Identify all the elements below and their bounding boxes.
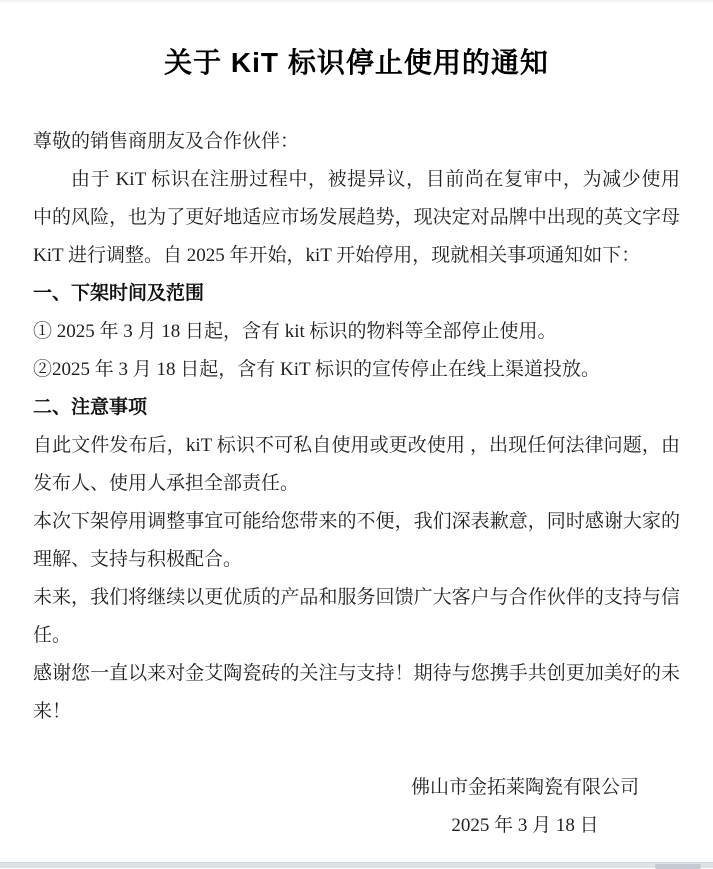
notice-document [33,2,680,845]
bottom-scrollbar-thumb[interactable] [655,864,701,869]
section1-item-2: ②2025 年 3 月 18 日起，含有 KiT 标识的宣传停止在线上渠道投放。 [33,359,601,380]
salutation: 尊敬的销售商朋友及合作伙伴： [33,131,300,152]
signature-date: 2025 年 3 月 18 日 [451,815,599,836]
signature-block [360,769,690,845]
notice-title: 关于 KiT 标识停止使用的通知 [164,47,549,78]
notice-body [33,123,680,845]
intro-paragraph: 由于 KiT 标识在注册过程中，被提异议，目前尚在复审中，为减少使用中的风险，也为了更好地适应市场发展趋势，现决定对品牌中出现的英文字母 KiT 进行调整。自 2025 年开始，kiT 开始停用，现就相关事项通知如下： [33,169,680,266]
section2-paragraph-2: 本次下架停用调整事宜可能给您带来的不便，我们深表歉意，同时感谢大家的理解、支持与积极配合。 [33,511,680,570]
bottom-scrollbar-track[interactable] [0,862,713,868]
section2-paragraph-1: 自此文件发布后，kiT 标识不可私自使用或更改使用 ，出现任何法律问题，由发布人、使用人承担全部责任。 [33,435,680,494]
section2-paragraph-4: 感谢您一直以来对金艾陶瓷砖的关注与支持！期待与您携手共创更加美好的未来！ [33,663,680,722]
section1-heading: 一、下架时间及范围 [33,283,205,304]
signature-company: 佛山市金拓莱陶瓷有限公司 [410,777,639,798]
section1-item-1: ① 2025 年 3 月 18 日起，含有 kit 标识的物料等全部停止使用。 [33,321,557,342]
section2-heading: 二、注意事项 [33,397,148,418]
section2-paragraph-3: 未来，我们将继续以更优质的产品和服务回馈广大客户与合作伙伴的支持与信任。 [33,587,680,646]
